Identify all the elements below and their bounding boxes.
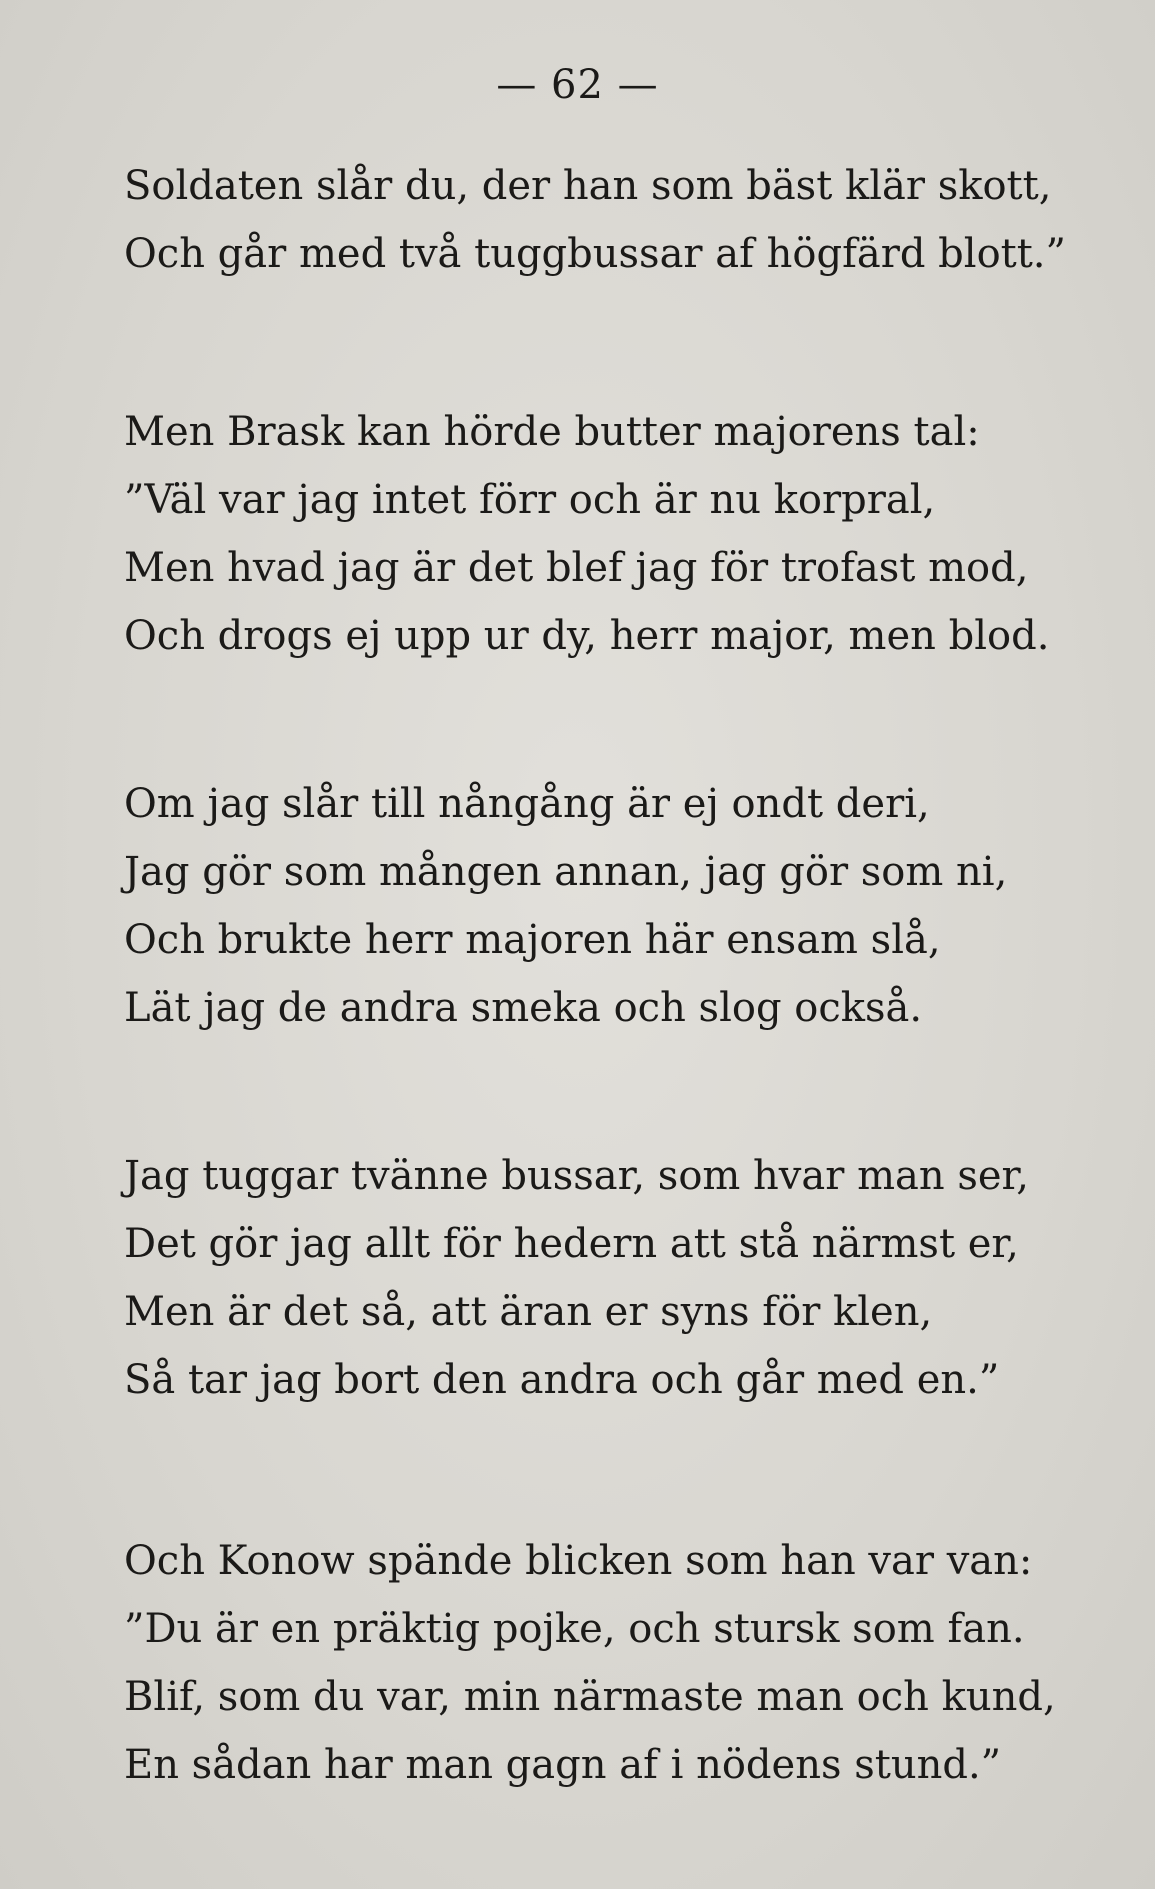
poem-line: Men är det så, att äran er syns för klen, (124, 1289, 933, 1335)
poem-line: Och Konow spände blicken som han var van: (124, 1538, 1033, 1584)
stanza-2 (124, 398, 1084, 670)
poem-line: En sådan har man gagn af i nödens stund.” (124, 1742, 1002, 1788)
page-number: — 62 — (496, 62, 659, 108)
stanza-3 (124, 770, 1084, 1042)
poem-line: Soldaten slår du, der han som bäst klär skott, (124, 163, 1052, 209)
poem-line: Det gör jag allt för hedern att stå närmst er, (124, 1221, 1019, 1267)
poem-line: Och drogs ej upp ur dy, herr major, men blod. (124, 613, 1050, 659)
stanza-4 (124, 1142, 1084, 1414)
poem-line: Så tar jag bort den andra och går med en.” (124, 1357, 1000, 1403)
poem-line: Och brukte herr majoren här ensam slå, (124, 917, 941, 963)
poem-line: Om jag slår till nångång är ej ondt deri, (124, 781, 930, 827)
stanza-1 (124, 152, 1084, 288)
poem-line: Lät jag de andra smeka och slog också. (124, 985, 923, 1031)
poem-line: Jag tuggar tvänne bussar, som hvar man ser, (124, 1153, 1029, 1199)
poem-line: Men hvad jag är det blef jag för trofast mod, (124, 545, 1029, 591)
poem-line: Och går med två tuggbussar af högfärd blott.” (124, 231, 1066, 277)
poem-line: ”Väl var jag intet förr och är nu korpral, (124, 477, 936, 523)
poem-line: ”Du är en präktig pojke, och stursk som fan. (124, 1606, 1025, 1652)
poem-line: Men Brask kan hörde butter majorens tal: (124, 409, 980, 455)
poem-line: Blif, som du var, min närmaste man och kund, (124, 1674, 1056, 1720)
stanza-5 (124, 1527, 1084, 1799)
poem-line: Jag gör som mången annan, jag gör som ni, (124, 849, 1008, 895)
